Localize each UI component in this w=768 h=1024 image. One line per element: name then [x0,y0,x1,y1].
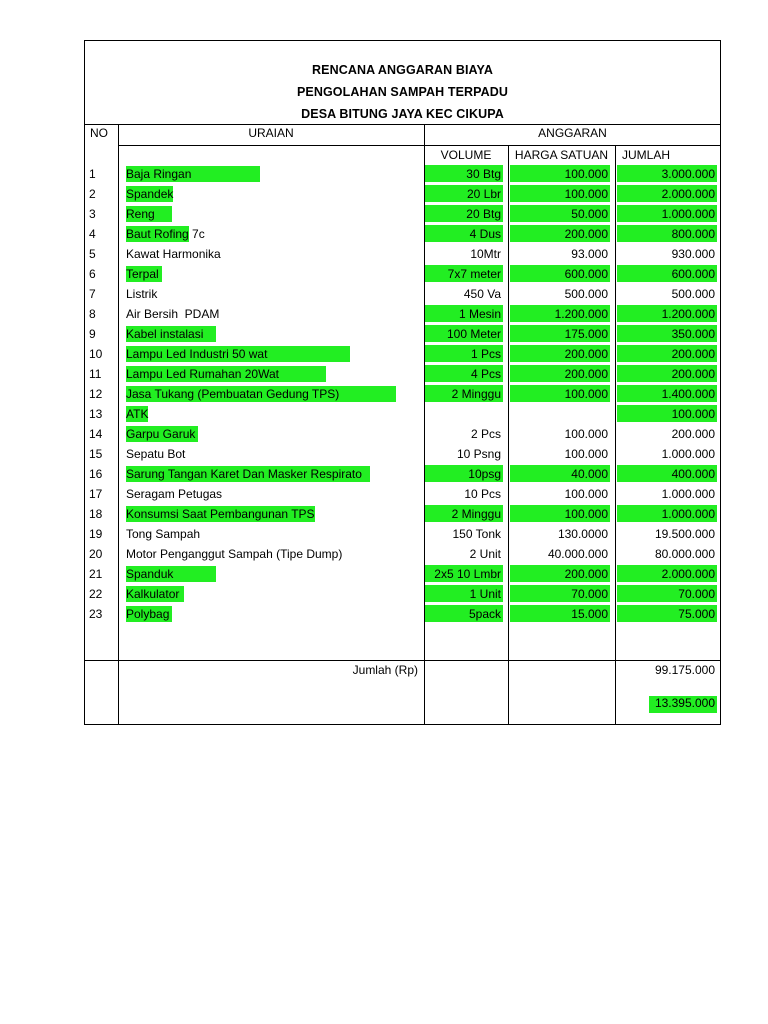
row-uraian [124,565,216,582]
footer-highlighted-total: 13.395.000 [649,696,717,713]
row-volume: 10 Pcs [464,487,501,501]
row-uraian-text: Kalkulator [126,586,184,602]
row-number: 15 [89,447,103,461]
footer-total: 99.175.000 [654,663,715,677]
row-harga-satuan: 175.000 [510,325,610,342]
row-uraian [124,445,185,462]
row-uraian [124,525,200,542]
row-harga-satuan: 93.000 [571,247,608,261]
table-row [84,364,721,384]
row-volume: 20 Lbr [425,185,503,202]
row-jumlah: 19.500.000 [654,527,715,541]
row-number: 11 [89,367,102,381]
row-number: 2 [89,187,96,201]
row-volume: 1 Unit [425,585,503,602]
row-harga-satuan: 200.000 [510,565,610,582]
row-volume: 7x7 meter [425,265,503,282]
row-jumlah: 75.000 [617,605,717,622]
row-uraian-text: Kawat Harmonika [126,247,221,261]
row-harga-satuan: 1.200.000 [510,305,610,322]
row-number: 16 [89,467,103,481]
row-number: 17 [89,487,103,501]
row-jumlah: 1.000.000 [617,205,717,222]
row-number: 21 [89,567,103,581]
row-jumlah: 200.000 [617,365,717,382]
table-row [84,324,721,344]
row-uraian [124,365,326,382]
row-volume: 2 Unit [469,547,501,561]
row-volume: 5pack [425,605,503,622]
row-uraian [124,285,157,302]
table-row [84,304,721,324]
row-jumlah: 2.000.000 [617,185,717,202]
row-jumlah: 70.000 [617,585,717,602]
table-row [84,464,721,484]
row-harga-satuan: 200.000 [510,225,610,242]
row-uraian [124,425,198,442]
row-jumlah: 930.000 [671,247,715,261]
row-uraian-suffix: 7c [188,227,205,241]
row-number: 12 [89,387,103,401]
table-row [84,204,721,224]
row-uraian-text: Polybag [126,606,172,622]
header-no: NO [90,126,108,140]
row-jumlah: 1.000.000 [661,487,715,501]
row-harga-satuan: 100.000 [564,447,608,461]
header-jumlah: JUMLAH [622,148,671,162]
row-number: 1 [89,167,96,181]
title-line-3: DESA BITUNG JAYA KEC CIKUPA [301,107,504,121]
row-harga-satuan: 100.000 [510,165,610,182]
row-uraian [124,545,342,562]
footer-label: Jumlah (Rp) [352,663,418,677]
row-jumlah: 1.400.000 [617,385,717,402]
row-volume: 10psg [425,465,503,482]
table-row [84,404,721,424]
row-volume: 2 Minggu [425,385,503,402]
row-uraian-text: Jasa Tukang (Pembuatan Gedung TPS) [126,386,396,402]
row-uraian-text: Sepatu Bot [126,447,186,461]
row-volume: 2 Minggu [425,505,503,522]
row-uraian-text: Motor Penganggut Sampah (Tipe Dump) [126,547,343,561]
row-number: 19 [89,527,103,541]
row-uraian [124,265,162,282]
row-volume: 4 Pcs [425,365,503,382]
row-jumlah: 1.000.000 [661,447,715,461]
row-uraian-text: Lampu Led Rumahan 20Wat [126,366,326,382]
row-volume: 20 Btg [425,205,503,222]
footer-divider [84,660,721,661]
row-jumlah: 350.000 [617,325,717,342]
table-row [84,444,721,464]
row-uraian [124,405,148,422]
budget-table [84,40,721,725]
row-uraian-text: Seragam Petugas [126,487,223,501]
row-uraian-text: Garpu Garuk [126,426,198,442]
row-number: 14 [89,427,103,441]
row-volume: 30 Btg [425,165,503,182]
table-row [84,284,721,304]
row-harga-satuan [510,405,610,422]
table-row [84,484,721,504]
row-harga-satuan: 40.000.000 [547,547,608,561]
header-divider [84,124,721,125]
row-jumlah: 200.000 [671,427,715,441]
row-harga-satuan: 100.000 [564,427,608,441]
table-row [84,524,721,544]
row-uraian-text: Terpal [126,266,162,282]
row-uraian [124,585,184,602]
subheader-divider [118,145,721,146]
row-volume: 450 Va [463,287,501,301]
table-row [84,224,721,244]
row-harga-satuan: 600.000 [510,265,610,282]
row-number: 8 [89,307,96,321]
row-volume [425,405,503,422]
row-uraian-text: ATK [126,407,149,421]
row-uraian [124,325,216,342]
row-uraian [124,205,172,222]
row-harga-satuan: 40.000 [510,465,610,482]
row-volume: 10 Psng [456,447,501,461]
row-harga-satuan: 130.0000 [557,527,608,541]
title-line-2: PENGOLAHAN SAMPAH TERPADU [296,85,509,99]
row-uraian [124,165,260,182]
row-uraian [124,185,173,202]
row-uraian-text: Konsumsi Saat Pembangunan TPS [126,507,315,521]
row-uraian-text: Baja Ringan [126,166,260,182]
table-row [84,564,721,584]
row-uraian [124,605,172,622]
row-number: 3 [89,207,96,221]
title-line-1: RENCANA ANGGARAN BIAYA [312,63,493,77]
row-volume: 4 Dus [425,225,503,242]
row-jumlah: 1.000.000 [617,505,717,522]
row-volume: 1 Pcs [425,345,503,362]
table-row [84,604,721,624]
row-uraian-text: Tong Sampah [126,527,201,541]
row-jumlah: 2.000.000 [617,565,717,582]
row-number: 22 [89,587,103,601]
row-volume: 2x5 10 Lmbr [425,565,503,582]
row-number: 4 [89,227,96,241]
row-harga-satuan: 70.000 [510,585,610,602]
row-uraian-text: Lampu Led Industri 50 wat [126,346,350,362]
row-volume: 1 Mesin [425,305,503,322]
row-uraian [124,225,205,242]
row-jumlah: 3.000.000 [617,165,717,182]
row-uraian-text: Listrik [126,287,158,301]
table-row [84,384,721,404]
row-uraian [124,385,396,402]
table-row [84,424,721,444]
row-uraian-text: Sarung Tangan Karet Dan Masker Respirato [126,466,370,482]
table-row [84,184,721,204]
row-uraian [124,245,221,262]
row-uraian-text: Reng [126,206,172,222]
row-uraian [124,305,219,322]
row-volume: 100 Meter [425,325,503,342]
table-row [84,504,721,524]
header-uraian: URAIAN [248,126,294,140]
row-harga-satuan: 200.000 [510,345,610,362]
row-volume: 2 Pcs [470,427,501,441]
row-harga-satuan: 200.000 [510,365,610,382]
row-jumlah: 1.200.000 [617,305,717,322]
row-uraian [124,505,315,522]
row-number: 18 [89,507,103,521]
table-row [84,584,721,604]
row-jumlah: 400.000 [617,465,717,482]
border-bottom [84,724,721,725]
table-row [84,344,721,364]
row-harga-satuan: 100.000 [510,185,610,202]
row-jumlah: 200.000 [617,345,717,362]
row-uraian [124,485,222,502]
row-volume: 10Mtr [470,247,501,261]
row-uraian [124,465,370,482]
row-jumlah: 800.000 [617,225,717,242]
header-volume: VOLUME [440,148,492,162]
row-number: 13 [89,407,103,421]
row-number: 20 [89,547,103,561]
row-harga-satuan: 100.000 [564,487,608,501]
row-uraian-text: Baut Rofing [126,227,189,241]
row-number: 23 [89,607,103,621]
row-harga-satuan: 50.000 [510,205,610,222]
row-jumlah: 100.000 [617,405,717,422]
border-top [84,40,721,41]
row-number: 9 [89,327,96,341]
row-uraian-text: Spandek [126,187,174,201]
row-number: 7 [89,287,96,301]
row-uraian-text: Air Bersih PDAM [126,307,220,321]
header-anggaran: ANGGARAN [538,126,607,140]
row-harga-satuan: 100.000 [510,505,610,522]
row-number: 10 [89,347,103,361]
row-harga-satuan: 15.000 [510,605,610,622]
row-number: 6 [89,267,96,281]
table-row [84,264,721,284]
table-row [84,164,721,184]
row-jumlah: 80.000.000 [654,547,715,561]
table-row [84,544,721,564]
row-uraian [124,345,350,362]
row-harga-satuan: 500.000 [564,287,608,301]
row-uraian-text: Spanduk [126,566,216,582]
row-uraian-text: Kabel instalasi [126,326,216,342]
header-harga-satuan: HARGA SATUAN [514,148,609,162]
table-row [84,244,721,264]
row-volume: 150 Tonk [452,527,501,541]
row-number: 5 [89,247,96,261]
row-jumlah: 500.000 [671,287,715,301]
row-harga-satuan: 100.000 [510,385,610,402]
row-jumlah: 600.000 [617,265,717,282]
